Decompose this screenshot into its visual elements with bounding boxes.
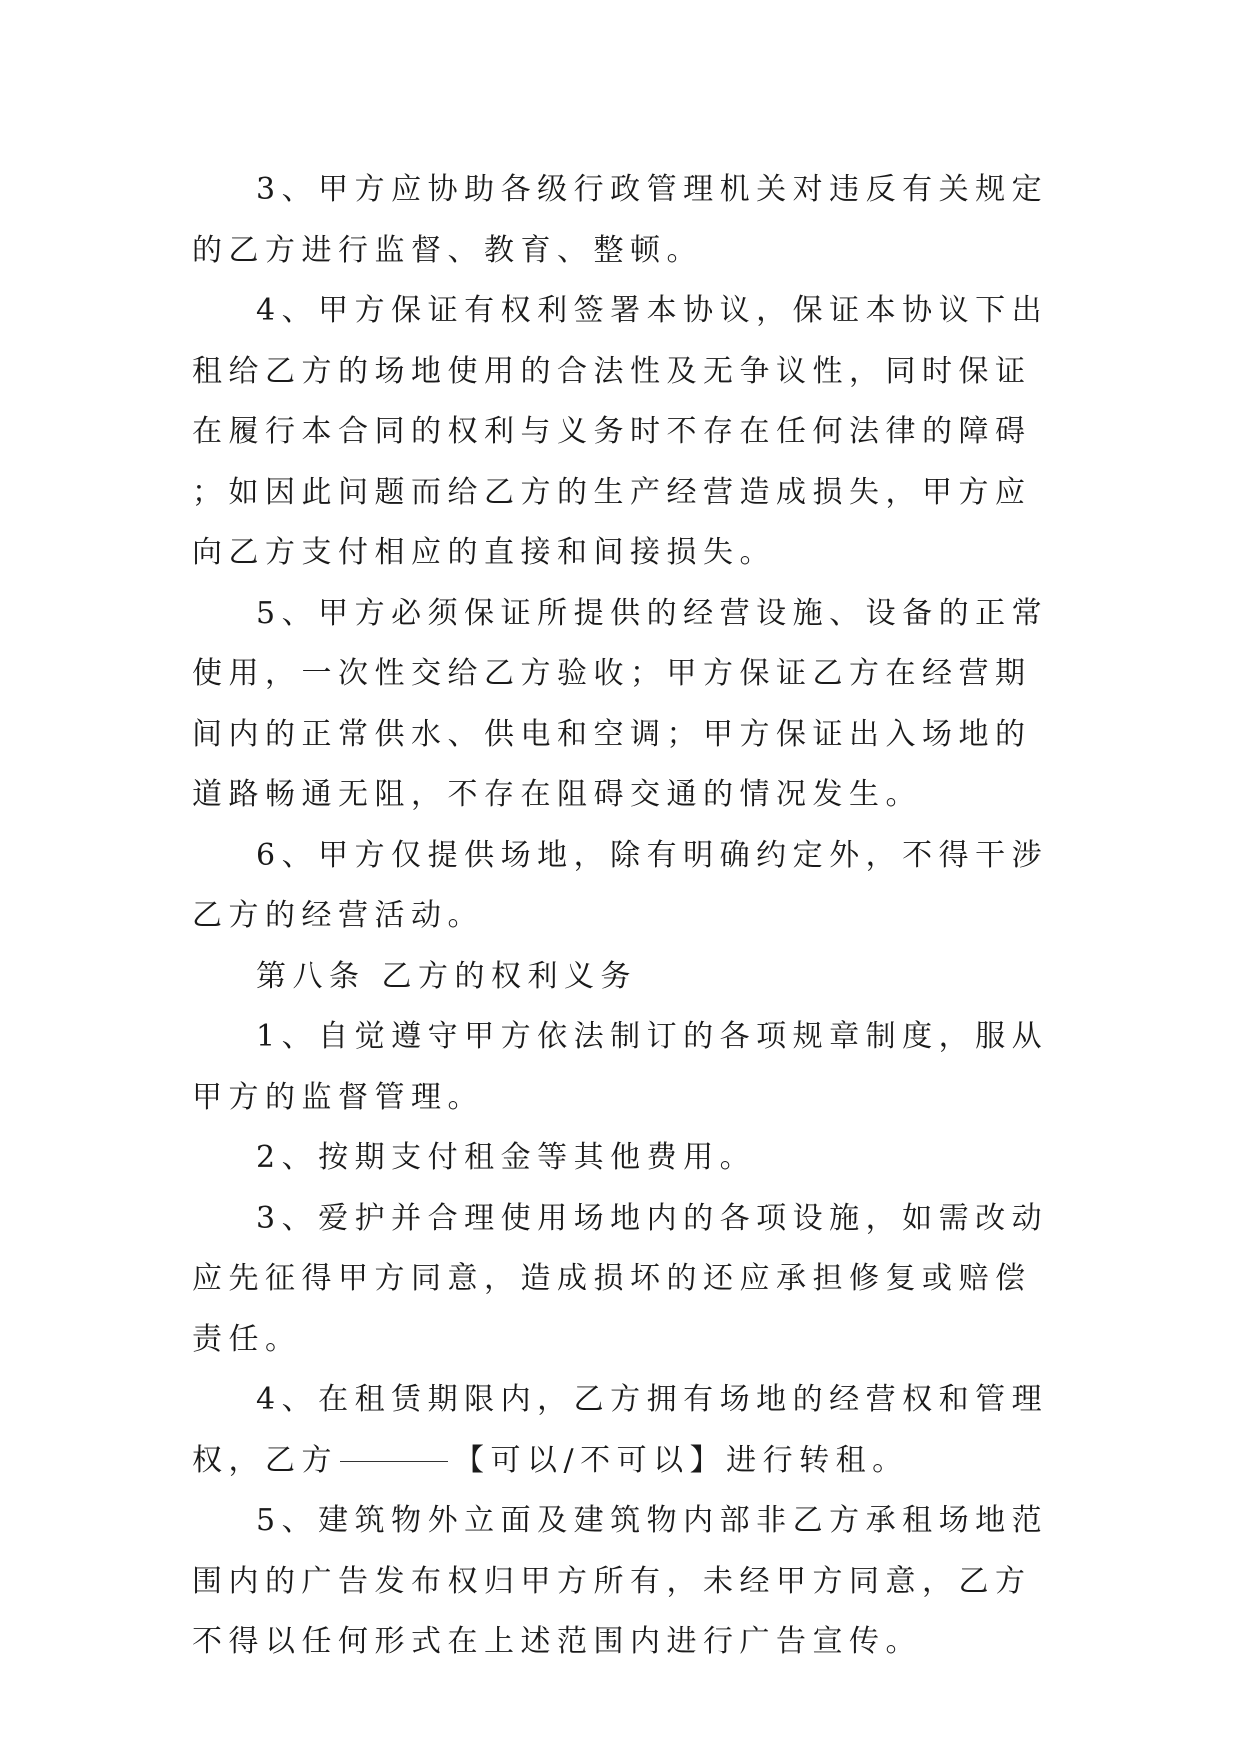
section-heading-article-8: 第八条 乙方的权利义务 — [256, 958, 638, 994]
paragraph-obligation-2: 2、按期支付租金等其他费用。 — [256, 1140, 757, 1175]
fill-in-blank[interactable] — [340, 1460, 448, 1462]
paragraph-clause-5: 5、甲方必须保证所提供的经营设施、设备的正常使用，一次性交给乙方验收；甲方保证乙方在经营期间内的正常供水、供电和空调；甲方保证出入场地的道路畅通无阻，不存在阻碍交通的情况发生。 — [192, 595, 1049, 812]
obligation-4-text-after: 【可以/不可以】进行转租。 — [454, 1442, 909, 1478]
paragraph-clause-4: 4、甲方保证有权利签署本协议，保证本协议下出租给乙方的场地使用的合法性及无争议性，同时保证在履行本合同的权利与义务时不存在任何法律的障碍；如因此问题而给乙方的生产经营造成损失，甲方应向乙方支付相应的直接和间接损失。 — [192, 293, 1049, 570]
document-body — [192, 160, 1054, 1673]
obligation-4-text-before: 4、在租赁期限内，乙方拥有场地的经营权和管理权，乙方 — [192, 1382, 1049, 1478]
paragraph-obligation-5: 5、建筑物外立面及建筑物内部非乙方承租场地范围内的广告发布权归甲方所有，未经甲方同意，乙方不得以任何形式在上述范围内进行广告宣传。 — [192, 1503, 1049, 1659]
paragraph-clause-3: 3、甲方应协助各级行政管理机关对违反有关规定的乙方进行监督、教育、整顿。 — [192, 172, 1049, 268]
paragraph-obligation-4 — [192, 1370, 1054, 1491]
paragraph-obligation-3: 3、爱护并合理使用场地内的各项设施，如需改动应先征得甲方同意，造成损坏的还应承担修复或赔偿责任。 — [192, 1200, 1049, 1357]
paragraph-obligation-1: 1、自觉遵守甲方依法制订的各项规章制度，服从甲方的监督管理。 — [192, 1019, 1049, 1115]
paragraph-clause-6: 6、甲方仅提供场地，除有明确约定外，不得干涉乙方的经营活动。 — [192, 837, 1049, 933]
